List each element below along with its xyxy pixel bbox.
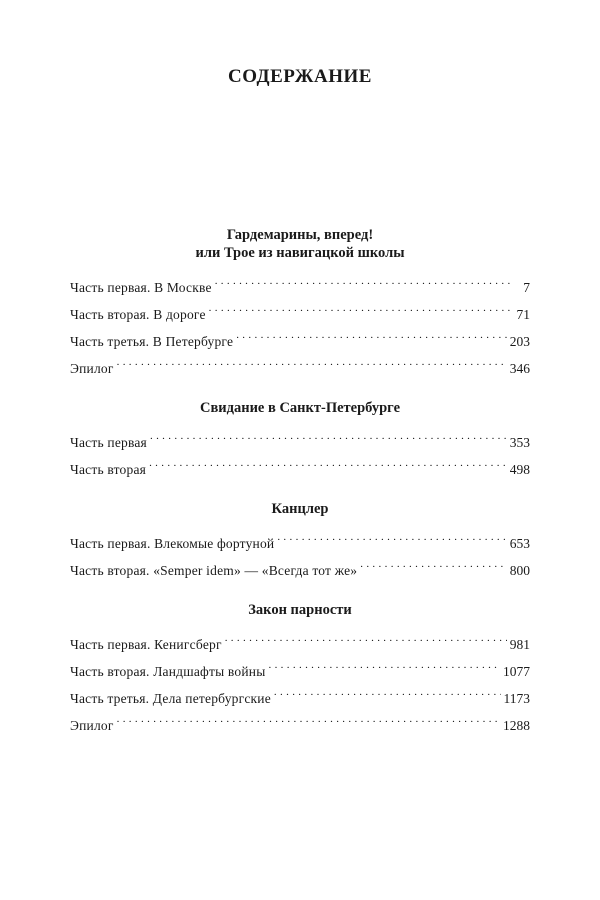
entry-page-number: 71 [516, 307, 530, 322]
toc-entry[interactable] [70, 325, 530, 352]
dot-leader [117, 709, 500, 730]
toc-section [70, 399, 530, 480]
toc-entry[interactable] [70, 271, 530, 298]
section-heading-line: Закон парности [248, 602, 352, 618]
entry-page-number: 203 [509, 334, 530, 349]
entry-label: Эпилог [70, 718, 114, 733]
toc-entry[interactable] [70, 628, 530, 655]
toc-entry[interactable] [70, 453, 530, 480]
entry-page-number: 981 [509, 637, 530, 652]
dot-leader [277, 527, 506, 548]
section-heading-line: или Трое из навигацкой школы [195, 245, 405, 261]
entry-page-number: 7 [523, 280, 530, 295]
entry-label: Часть третья. В Петербурге [70, 334, 234, 349]
section-heading [70, 399, 530, 417]
toc-section [70, 601, 530, 736]
entry-page-number: 353 [509, 435, 530, 450]
entry-page-number: 498 [509, 462, 530, 477]
dot-leader [209, 298, 513, 319]
entry-label: Часть вторая. В дороге [70, 307, 206, 322]
entry-page-number: 800 [509, 563, 530, 578]
entry-page-number: 653 [509, 536, 530, 551]
dot-leader [236, 325, 507, 346]
dot-leader [360, 554, 507, 575]
toc-entry[interactable] [70, 682, 530, 709]
entry-label: Часть первая. Влекомые фортуной [70, 536, 275, 551]
entry-label: Часть первая. Кенигсберг [70, 637, 222, 652]
dot-leader [268, 655, 500, 676]
section-heading-line: Свидание в Санкт-Петербурге [199, 400, 401, 416]
entry-page-number: 1173 [503, 691, 530, 706]
dot-leader [215, 271, 513, 292]
toc-entry[interactable] [70, 709, 530, 736]
entry-page-number: 1288 [503, 718, 530, 733]
dot-leader [117, 352, 507, 373]
table-of-contents [70, 226, 530, 756]
dot-leader [150, 426, 507, 447]
entry-label: Часть третья. Дела петербургские [70, 691, 271, 706]
dot-leader [225, 628, 507, 649]
entry-label: Часть вторая. «Semper idem» — «Всегда тот же» [70, 563, 358, 578]
entry-label: Часть первая. В Москве [70, 280, 212, 295]
entry-label: Часть вторая [70, 462, 147, 477]
toc-section [70, 226, 530, 379]
toc-entry[interactable] [70, 426, 530, 453]
entry-label: Эпилог [70, 361, 114, 376]
section-heading [70, 601, 530, 619]
entry-page-number: 346 [509, 361, 530, 376]
toc-entry[interactable] [70, 352, 530, 379]
dot-leader [274, 682, 501, 703]
toc-entry[interactable] [70, 554, 530, 581]
toc-entry[interactable] [70, 527, 530, 554]
entry-label: Часть первая [70, 435, 147, 450]
section-heading-line: Гардемарины, вперед! [226, 227, 374, 243]
section-heading-line: Канцлер [271, 501, 329, 517]
dot-leader [149, 453, 507, 474]
page-title: СОДЕРЖАНИЕ [228, 66, 372, 87]
toc-section [70, 500, 530, 581]
entry-page-number: 1077 [503, 664, 530, 679]
section-heading [70, 226, 530, 262]
toc-entry[interactable] [70, 655, 530, 682]
section-heading [70, 500, 530, 518]
entry-label: Часть вторая. Ландшафты войны [70, 664, 266, 679]
toc-entry[interactable] [70, 298, 530, 325]
